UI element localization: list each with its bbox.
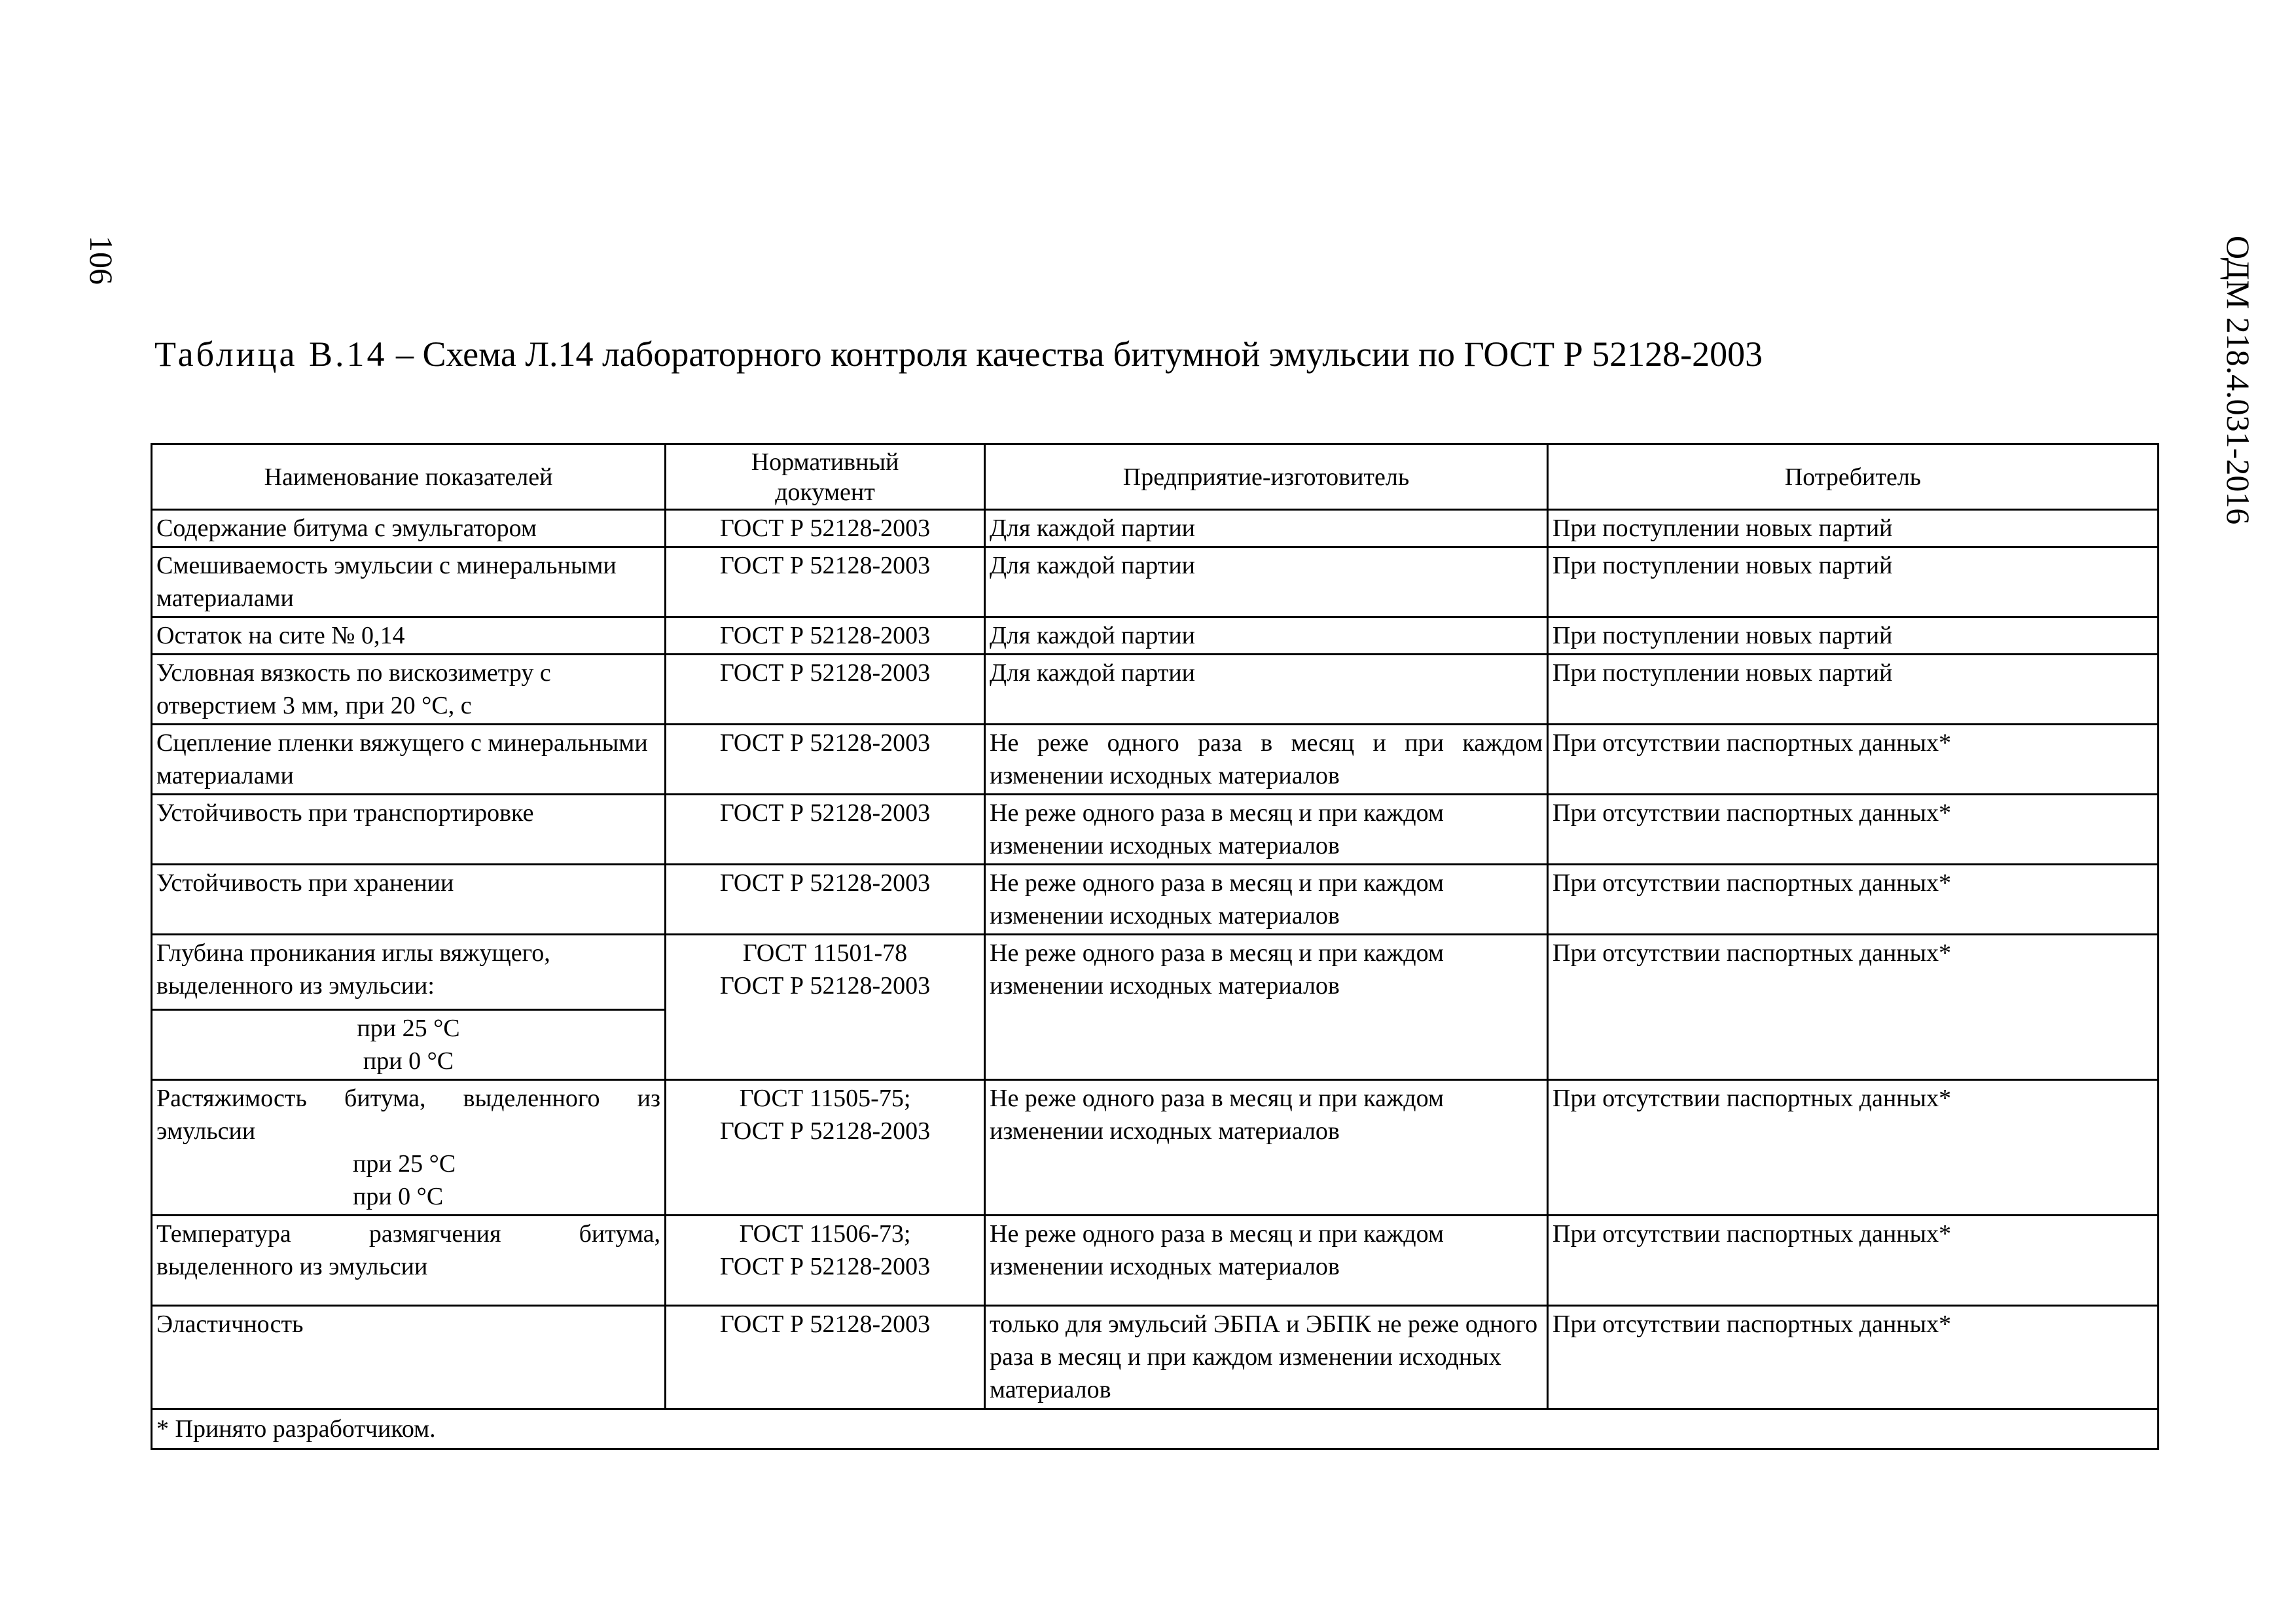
doc-line-2: ГОСТ Р 52128-2003 [719, 972, 931, 1000]
table-row [152, 1080, 2159, 1216]
cell-doc: ГОСТ Р 52128-2003 [666, 795, 985, 865]
cell-indicator: Остаток на сите № 0,14 [152, 617, 666, 655]
table-row [152, 795, 2159, 865]
table-row [152, 655, 2159, 725]
cell-indicator [152, 935, 666, 1080]
cell-doc: ГОСТ Р 52128-2003 [666, 655, 985, 725]
table-row [152, 935, 2159, 1080]
temp-0: при 0 °С [363, 1047, 454, 1075]
table-row [152, 1306, 2159, 1409]
cell-indicator: Сцепление пленки вяжущего с минеральными материалами [152, 725, 666, 795]
cell-indicator: Устойчивость при хранении [152, 865, 666, 935]
cell-indicator [152, 1216, 666, 1306]
table-title-prefix: Таблица В.14 [154, 334, 387, 374]
cell-doc: ГОСТ Р 52128-2003 [666, 510, 985, 547]
cell-maker: Для каждой партии [985, 655, 1548, 725]
cell-consumer: При отсутствии паспортных данных* [1548, 795, 2159, 865]
doc-line-1: ГОСТ 11501-78 [742, 939, 908, 967]
indicator-line-2: эмульсии [156, 1117, 256, 1145]
table-header-row [152, 444, 2159, 510]
cell-maker: Для каждой партии [985, 547, 1548, 617]
doc-line-1: ГОСТ 11506-73; [739, 1220, 911, 1248]
cell-indicator: Содержание битума с эмульгатором [152, 510, 666, 547]
cell-consumer: При отсутствии паспортных данных* [1548, 865, 2159, 935]
cell-maker: Для каждой партии [985, 510, 1548, 547]
indicator-line-2: выделенного из эмульсии [156, 1253, 428, 1280]
indicator-line-1: Растяжимость битума, выделенного из [156, 1085, 660, 1112]
cell-consumer: При поступлении новых партий [1548, 655, 2159, 725]
cell-doc: ГОСТ Р 52128-2003 [666, 547, 985, 617]
indicator-temps [152, 1011, 664, 1079]
page-number: 106 [83, 236, 120, 285]
table-title [154, 334, 1763, 374]
cell-maker: Не реже одного раза в месяц и при каждом изменении исходных материалов [985, 725, 1548, 795]
table-row [152, 865, 2159, 935]
cell-indicator: Смешиваемость эмульсии с минеральными материалами [152, 547, 666, 617]
cell-doc: ГОСТ Р 52128-2003 [666, 865, 985, 935]
cell-consumer: При поступлении новых партий [1548, 510, 2159, 547]
cell-maker: Не реже одного раза в месяц и при каждом изменении исходных материалов [985, 865, 1548, 935]
doc-line-2: ГОСТ Р 52128-2003 [719, 1117, 931, 1145]
cell-consumer: При отсутствии паспортных данных* [1548, 725, 2159, 795]
cell-maker: Не реже одного раза в месяц и при каждом изменении исходных материалов [985, 1216, 1548, 1306]
table-row [152, 547, 2159, 617]
cell-indicator: Условная вязкость по вискозиметру с отверстием 3 мм, при 20 °С, с [152, 655, 666, 725]
cell-consumer: При отсутствии паспортных данных* [1548, 1216, 2159, 1306]
cell-indicator: Эластичность [152, 1306, 666, 1409]
cell-doc [666, 1216, 985, 1306]
cell-maker: Для каждой партии [985, 617, 1548, 655]
table-row [152, 617, 2159, 655]
cell-consumer: При поступлении новых партий [1548, 547, 2159, 617]
table-title-text: – Схема Л.14 лабораторного контроля качества битумной эмульсии по ГОСТ Р 52128-2003 [387, 334, 1763, 374]
temp-25: при 25 °С [357, 1015, 460, 1042]
header-normative-doc: Нормативный документ [666, 444, 985, 510]
doc-line-2: ГОСТ Р 52128-2003 [719, 1253, 931, 1280]
cell-doc [666, 1080, 985, 1216]
cell-maker: Не реже одного раза в месяц и при каждом изменении исходных материалов [985, 1080, 1548, 1216]
cell-maker: только для эмульсий ЭБПА и ЭБПК не реже одного раза в месяц и при каждом изменении исходных материалов [985, 1306, 1548, 1409]
cell-doc [666, 935, 985, 1080]
cell-maker: Не реже одного раза в месяц и при каждом изменении исходных материалов [985, 795, 1548, 865]
footnote: * Принято разработчиком. [152, 1409, 2159, 1449]
table-row [152, 1216, 2159, 1306]
lab-control-table [151, 443, 2159, 1450]
header-consumer: Потребитель [1548, 444, 2159, 510]
cell-consumer: При отсутствии паспортных данных* [1548, 1080, 2159, 1216]
document-code: ОДМ 218.4.031-2016 [2220, 236, 2257, 525]
cell-consumer: При поступлении новых партий [1548, 617, 2159, 655]
cell-doc: ГОСТ Р 52128-2003 [666, 617, 985, 655]
table-row [152, 725, 2159, 795]
cell-indicator [152, 1080, 666, 1216]
footnote-row [152, 1409, 2159, 1449]
cell-doc: ГОСТ Р 52128-2003 [666, 725, 985, 795]
temp-0: при 0 °С [353, 1183, 444, 1210]
header-manufacturer: Предприятие-изготовитель [985, 444, 1548, 510]
cell-indicator: Устойчивость при транспортировке [152, 795, 666, 865]
indicator-line-1: Температура размягчения битума, [156, 1220, 660, 1248]
cell-consumer: При отсутствии паспортных данных* [1548, 1306, 2159, 1409]
header-indicator: Наименование показателей [152, 444, 666, 510]
indicator-main: Глубина проникания иглы вяжущего, выделенного из эмульсии: [152, 935, 664, 1011]
cell-doc: ГОСТ Р 52128-2003 [666, 1306, 985, 1409]
table-row [152, 510, 2159, 547]
cell-maker: Не реже одного раза в месяц и при каждом изменении исходных материалов [985, 935, 1548, 1080]
cell-consumer: При отсутствии паспортных данных* [1548, 935, 2159, 1080]
doc-line-1: ГОСТ 11505-75; [739, 1085, 911, 1112]
temp-25: при 25 °С [353, 1150, 456, 1178]
